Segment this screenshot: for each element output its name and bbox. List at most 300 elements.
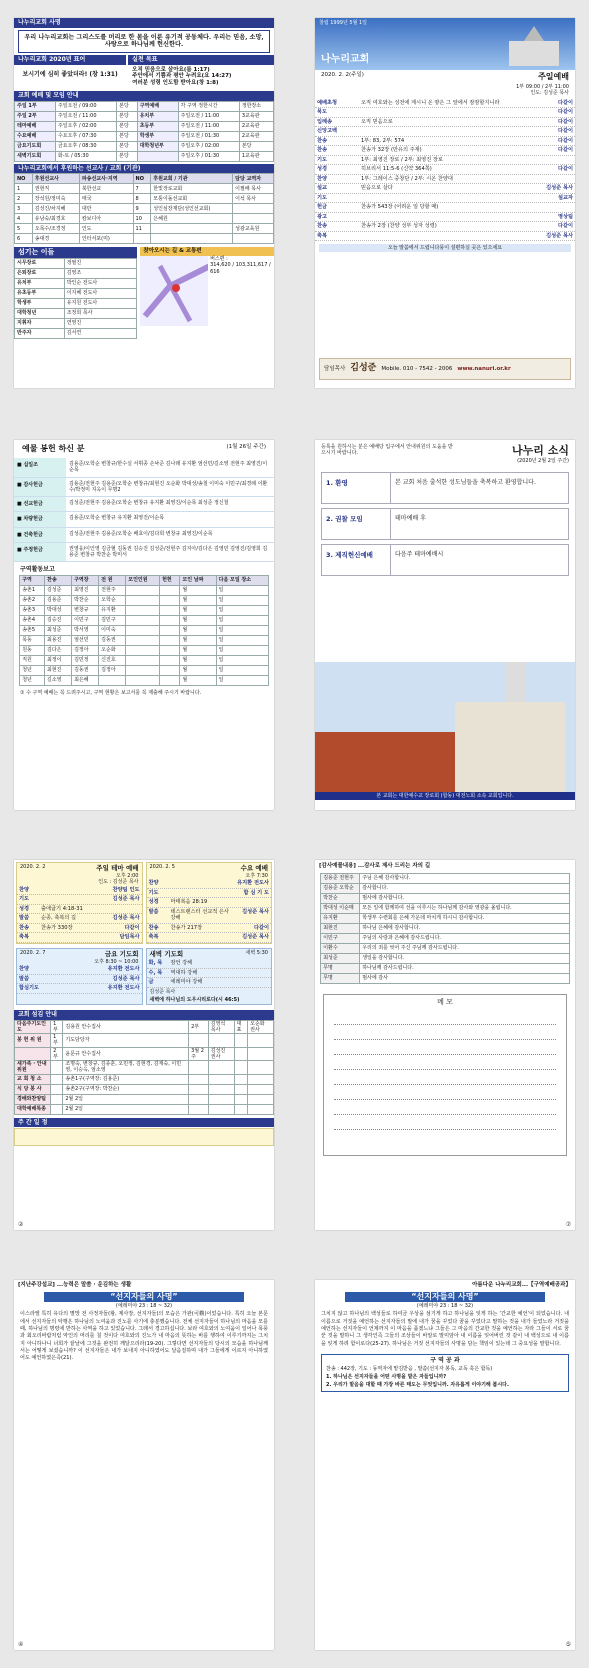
service-cell <box>171 934 234 941</box>
header-date: 창립 1999년 5월 1일 <box>319 20 368 26</box>
map-block <box>137 247 274 339</box>
cell-row-cell: 엄선민 <box>72 635 99 645</box>
order-item <box>315 137 575 147</box>
serve-row-cell: 기도담당자 <box>63 1034 189 1048</box>
order-content: 찬송가 543장 (어려운 일 당할 때) <box>361 204 439 210</box>
order-label: 기도 <box>317 194 328 201</box>
order-content: 찬송가 2장 (찬양 성부 성자 성령) <box>361 223 437 229</box>
sermon-title: “선지자들의 사명” <box>44 1292 244 1302</box>
service-cell <box>233 899 269 906</box>
cover-header <box>315 18 575 70</box>
order-content: 1부: 그레이스 중창단 / 2부: 시온 찬양대 <box>361 175 453 182</box>
thanks-row-cell: 우리의 죄를 씻어 주신 주님께 감사드립니다. <box>360 943 570 953</box>
service-row <box>147 879 272 889</box>
service-row <box>17 933 142 943</box>
offering-type: ■ 차량헌금 <box>14 512 66 526</box>
service-cell <box>41 887 104 894</box>
cell-row-cell: 송촌2 <box>20 595 45 605</box>
cell-row-cell <box>126 615 160 625</box>
worship-row-cell: 본당 <box>117 111 138 121</box>
news-item <box>321 472 569 504</box>
service-cell: 김성준 목사 <box>112 975 140 982</box>
service-cell <box>41 934 104 941</box>
sermon-header: [지난주강설교] ...능력은 말씀 · 운김하는 생활 <box>18 1282 132 1288</box>
serve-row-cell <box>189 1061 209 1075</box>
serve-row-cell <box>234 1061 248 1075</box>
support-row <box>15 204 274 214</box>
order-label: 축복 <box>317 232 328 239</box>
serve-row <box>15 1074 274 1084</box>
news-body: 다음주 테마예배시 <box>390 545 568 575</box>
cell-row-cell: 일 <box>216 615 268 625</box>
support-row-cell: 김성진/차지혜 <box>32 204 79 214</box>
cell-row-cell: 일 <box>216 665 268 675</box>
order-content <box>361 195 537 202</box>
weekly-schedule-box <box>14 1128 274 1146</box>
cell-row-cell: 최용진 <box>44 635 71 645</box>
practice-item: 오직 믿음으로 살아요(롬 1:17) <box>132 66 210 73</box>
order-leader: 다같이 <box>557 166 573 172</box>
cell-row-cell: 송촌1 <box>20 585 45 595</box>
practice-item: 주안에서 기쁨과 평안 누려요(요 14:27) <box>132 73 232 80</box>
serve-row-cell <box>234 1104 248 1114</box>
staff-row-cell: 대학청년 <box>15 308 65 318</box>
memo-title: 메 모 <box>437 997 453 1006</box>
cell-row-cell: 김동권 <box>72 665 99 675</box>
sunday-time: 오후 2:00 <box>116 873 139 880</box>
worship-row <box>15 121 274 131</box>
order-content: 믿음으로 살다 <box>361 185 393 191</box>
serve-row-cell <box>15 1047 51 1061</box>
support-table <box>14 173 274 244</box>
service-cell: 합심기도 <box>19 985 40 992</box>
serve-row-cell: 경배와찬양팀 <box>15 1094 51 1104</box>
cell-row-cell <box>160 655 180 665</box>
offering-donors: 김용준/전현주 김용준/오학순 변창규/최현진 오순화 박대성/송철 이미숙 이민구/최경례 이환수/박정미 지옥이 무명2 <box>69 480 268 493</box>
staff-row-cell: 반주자 <box>15 328 65 338</box>
staff-row <box>15 328 137 338</box>
thanks-row <box>321 893 570 903</box>
serve-row-cell: 송촌2구(구역장: 박찬순) <box>63 1084 189 1094</box>
serve-row-cell: 김성진 권사 <box>208 1047 234 1061</box>
service-row <box>147 889 272 899</box>
serve-row <box>15 1084 274 1094</box>
column-header: 헌헌 <box>160 575 180 585</box>
support-row <box>15 214 274 224</box>
worship-row-cell: 주일오후 / 02:00 <box>55 121 116 131</box>
bulletin-page-8: 아름다운 나누리교회...【구역예배공과】 “선지자들의 사명” (예레미야 23 : 18 ~ 32) 그치지 않고 하나님의 백성들로 하여금 우상을 섬기게 하고 하나님을 잊게 하는 ‘간교한 예언’이 되었습니다. 내 이름으로 거짓을 예언하는 선지자들의 말에 내가 꿈을 꾸었다 꿈을 꾸었다고 말하는 것을 내가 들었노라 거짓을 예언하는 선지자들이 언제까지 이 마음을 품겠느냐 그들은 그 마음의 간교한 것을 예언하는 자라 그들이 서로 꿈 꾼 것을 말하니 그 생각인즉 그들의 조상들이 바알로 말미암아 내 이름을 잊어버린 것 같이 내 백성으로 내 이름을 잊게 하려 함이로다(25-27). 하나님은 거짓 선지자들의 사명을 담는 책임이 있는데 그 중요성을 말합니다. 구 역 공 과 찬송 : 442장, 기도 : 동역자에 맡김받음 , 말씀(선지자 봉독, 교독 혹은 합독) 1. 하나님은 선지자들을 어떤 사명을 맡은 자들입니까? 2. 우리가 맡음을 대할 때 가장 바른 태도는 무엇입니까. 자유롭게 이야기해 봅시다. ⑤ <box>315 1280 575 1650</box>
service-date: 2020. 2. 2(주일) <box>321 72 364 78</box>
serve-row-cell <box>189 1104 209 1114</box>
support-title: 나누리교회에서 후원하는 선교사 / 교회 (기관) <box>14 164 274 174</box>
cell-row-cell: 김성준 <box>44 585 71 595</box>
weekly-schedule-title: 주 간 일 정 <box>14 1118 274 1128</box>
service-cell: 잠언 강해 <box>170 960 193 966</box>
order-content <box>361 214 537 221</box>
worship-row-cell: 구역예배 <box>137 101 178 111</box>
offering-type: ■ 감사헌금 <box>14 478 66 497</box>
order-content <box>361 128 537 135</box>
serve-row-cell <box>208 1074 234 1084</box>
offering-donors: 김용준/오학순 변창규/한수실 서휘종 손낙준 김나래 유지환 엄선민/길소영 전현주 최영진/이순목 <box>69 461 268 474</box>
worship-row <box>15 141 274 151</box>
cell-row-cell: 일 <box>216 675 268 685</box>
worship-row-cell: 주일오전 / 11:00 <box>178 111 239 121</box>
cell-row-cell: 길소영 <box>44 675 71 685</box>
news-item <box>321 508 569 540</box>
service-cell: 축복 <box>148 934 159 941</box>
service-cell <box>41 985 104 992</box>
dawn-leader: 김성준 목사 <box>149 988 176 995</box>
cell-footnote: ① 수 구역 예배는 꼭 드려주시고, 구역 현황은 보고서를 꼭 제출해 주시기 바랍니다. <box>20 689 202 696</box>
serve-row-cell <box>208 1084 234 1094</box>
news-title: 나누리 소식 <box>512 444 569 457</box>
worship-title: 교회 예배 및 모임 안내 <box>14 91 274 101</box>
thanks-row-cell: 김용준 전현주 <box>321 873 360 883</box>
cell-row-cell: 목동 <box>20 635 45 645</box>
serve-row <box>15 1047 274 1061</box>
cell-row-cell: 김승진 <box>44 615 71 625</box>
worship-row-cell: 주일오전 / 11:00 <box>178 121 239 131</box>
service-row <box>147 969 272 979</box>
support-row-cell: 장석원/정미숙 <box>32 194 79 204</box>
cell-row-cell: 김정아 <box>99 665 126 675</box>
order-item <box>315 127 575 137</box>
bus-label: 버스편 : <box>210 256 228 262</box>
staff-title: 섬기는 이들 <box>14 247 137 258</box>
service-row <box>17 984 142 994</box>
staff-row-cell: 정필진 <box>64 258 137 268</box>
support-row-cell <box>133 234 151 244</box>
order-item <box>315 184 575 194</box>
order-leader: 김성준 목사 <box>546 185 573 191</box>
sermon-body: 이스라엘 특히 유다의 멸망 전 사정자들(왕, 제사장, 선지자들)의 모습은 가관(可觀)이었습니다. 특히 오늘 본문에서 선지자들의 악행은 하나님의 노여움과 진노를 사기에 충분했습니다. 전체 선지자들이 하나님의 마음을 모를 때, 하나님의 명령에 반하는 사역을 하고 있었습니다. 그래서 경고하십니다. 보라 여호와의 노여움이 일어나 폭풍과 회오리바람처럼 악인의 머리를 칠 것이다 여호와의 진노가 내 마음의 뜻하는 바를 행하여 이루기까지는 그치지 아니하나니 너희가 끝날에 그것을 완전히 깨달으리라(19-20). 그렇다면 선지자들의 당시의 모습을 하나님께서는 어떻게 보셨습니까? 이 선지자들은 내가 보내지 아니하였어도 달음질하며 내가 그들에게 이르지 아니하였어도 예언하였은즉(21). <box>20 1311 268 1362</box>
thanks-row-cell: 학생부 수련회를 은혜 가운데 마치게 하시니 감사합니다. <box>360 913 570 923</box>
cell-row-cell: 최현진 <box>44 665 71 675</box>
cell-row-cell: 오순화 <box>99 645 126 655</box>
staff-row <box>15 278 137 288</box>
service-cell: 담임목사 <box>119 934 140 941</box>
serve-row-cell <box>189 1084 209 1094</box>
cell-row-cell: 김민정 <box>72 655 99 665</box>
service-cell: 출애굽기 4:18-31 <box>41 905 83 912</box>
lesson-info: 찬송 : 442장, 기도 : 동역자에 맡김받음 , 말씀(선지자 봉독, 교독 혹은 합독) <box>326 1365 493 1372</box>
service-preacher: 인도: 김성준 목사 <box>530 90 569 97</box>
support-row-cell: 북한선교 <box>79 184 133 194</box>
cell-row-cell: 유지환 <box>99 605 126 615</box>
order-item <box>315 175 575 185</box>
cell-row-cell: 김민구 <box>99 615 126 625</box>
serve-row-cell: 2부 <box>189 1020 209 1034</box>
cell-row-cell <box>160 625 180 635</box>
news-body: 테마예배 후 <box>390 509 568 539</box>
order-item <box>315 118 575 128</box>
serve-row <box>15 1020 274 1034</box>
cell-row-cell: 이민구 <box>72 615 99 625</box>
staff-row <box>15 318 137 328</box>
thanks-row-cell: 김용준 오학순 <box>321 883 360 893</box>
staff-row-cell: 이지혜 전도사 <box>64 288 137 298</box>
cell-row-cell: 박대성 <box>44 605 71 615</box>
serve-row-cell: 봉 헌 위 원 <box>15 1034 51 1048</box>
order-content: 1부: 최영진 장로 / 2부: 최영진 장로 <box>361 156 443 163</box>
bulletin-page-4 <box>315 440 575 810</box>
serve-row-cell <box>189 1034 209 1048</box>
serve-row-cell: 조명숙, 변창규, 김종훈, 오민정, 김현경, 김재숙, 이민영, 이승옥, 엄소영 <box>63 1061 189 1075</box>
cell-row-cell <box>160 665 180 675</box>
worship-row-cell: 초등부 <box>137 121 178 131</box>
cell-row-cell: 월 <box>180 655 216 665</box>
serve-row-cell <box>248 1034 274 1048</box>
support-row-cell <box>233 234 274 244</box>
cell-row-cell: 월 <box>180 595 216 605</box>
service-cell: 성경 <box>148 899 159 906</box>
service-cell: 유지환 전도사 <box>107 985 140 992</box>
support-row <box>15 194 274 204</box>
offering-type: ■ 선교헌금 <box>14 497 66 511</box>
worship-row-cell: 주일 1부 <box>15 101 56 111</box>
motto-text: 보시기에 심히 좋았더라! (창 1:31) <box>22 70 118 78</box>
cell-row-cell <box>160 615 180 625</box>
thanks-row-cell: 최현진 <box>321 923 360 933</box>
cell-row-cell <box>126 605 160 615</box>
cell-row-cell <box>99 675 126 685</box>
support-row-cell: 이필배 목사 <box>233 184 274 194</box>
support-row-cell: 오목수/조경정 <box>32 224 79 234</box>
support-row-cell: 은혜원 <box>151 214 233 224</box>
bulletin-page-6: [감사예물내용] ...감사로 제사 드리는 자의 길 김용준 전현주 주님 은혜 감사합니다. 김용준 오학순 감사합니다. 박찬순 범사에 감사합니다. 박대성 이순매 모든 일에 함께하여 선을 이루시는 하나님께 감사와 영광을 올립니다. 유지환 학생부 수련회를 은혜 가운데 마치게 하시니 감사합니다. 최현진 하나님 은혜에 감사합니다. 이민구 주님의 사랑과 은혜에 감사드립니다. 이환수 우리의 죄를 씻어 주신 주님께 감사드립니다. 최성준 생일을 감사합니다. 무명 하나님께 감사드립니다. 무명 범사에 감사 메 모 ⑦ <box>315 860 575 1230</box>
cell-row-cell: 월 <box>180 625 216 635</box>
service-cell: 김성준 목사 <box>112 915 140 922</box>
service-cell: 합 심 기 도 <box>243 889 269 896</box>
order-label: 찬송 <box>317 147 328 153</box>
thanks-row <box>321 923 570 933</box>
service-row <box>17 975 142 985</box>
news-heading: 2. 권찰 모임 <box>326 515 363 523</box>
motto-title: 나누리교회 2020년 표어 <box>14 55 126 65</box>
service-cell: 김성준 목사 <box>242 934 269 941</box>
news-heading: 3. 제직헌신예배 <box>326 551 373 559</box>
thanks-row-cell: 무명 <box>321 963 360 973</box>
worship-row-cell: 유치부 <box>137 111 178 121</box>
offering-title: 예물 봉헌 하신 분 <box>22 444 85 453</box>
staff-row-cell: 유지원 전도사 <box>64 298 137 308</box>
cell-row-cell: 일 <box>216 585 268 595</box>
dawn-title: 새벽 기도회 <box>149 949 184 958</box>
lesson-question: 2. 우리가 맡음을 대할 때 가장 바른 태도는 무엇입니까. 자유롭게 이야기해 봅시다. <box>326 1382 509 1388</box>
worship-row-cell: 금요기도회 <box>15 141 56 151</box>
staff-row-cell: 유초등부 <box>15 288 65 298</box>
order-content: 오직 믿음으로 <box>361 118 393 125</box>
order-leader: 다같이 <box>557 223 573 229</box>
support-row-cell: 인도 <box>79 224 133 234</box>
thanks-row-cell: 하나님께 감사드립니다. <box>360 963 570 973</box>
offering-row <box>14 543 274 563</box>
order-label: 찬송 <box>317 223 328 229</box>
cell-row-cell <box>160 605 180 615</box>
cell-row-cell: 일 <box>216 605 268 615</box>
cell-row-cell: 최은혜 <box>72 675 99 685</box>
pastor-mobile: Mobile. 010 - 7542 - 2006 <box>381 365 453 372</box>
order-leader: 다같이 <box>557 128 573 134</box>
staff-row <box>15 268 137 278</box>
worship-row-cell: 주일오전 / 09:00 <box>55 101 116 111</box>
worship-row-cell: 화-토 / 05:30 <box>55 151 116 161</box>
cell-row <box>20 655 269 665</box>
thanks-row-cell: 최성준 <box>321 953 360 963</box>
service-cell: 말씀 <box>148 908 159 915</box>
order-item <box>315 165 575 175</box>
worship-row-cell: 수요예배 <box>15 131 56 141</box>
thanks-row-cell: 감사합니다. <box>360 883 570 893</box>
cell-row-cell: 송촌5 <box>20 625 45 635</box>
offering-row <box>14 458 274 478</box>
wed-time: 오후 7:30 <box>245 873 268 880</box>
order-content: 히브리서 11:5-6 (신약 364쪽) <box>361 166 432 172</box>
mission-title: 나누리교회 사명 <box>14 18 274 28</box>
serve-row-cell <box>51 1074 63 1084</box>
church-url[interactable]: www.nanuri.or.kr <box>457 365 511 372</box>
fri-date: 2020. 2. 7 <box>20 949 46 956</box>
service-cell: 말씀 <box>19 975 30 982</box>
thanks-row <box>321 943 570 953</box>
serve-row-cell: 식 당 봉 사 <box>15 1084 51 1094</box>
cell-row-cell: 오학순 <box>99 595 126 605</box>
thanks-row <box>321 963 570 973</box>
worship-row-cell: 주일오전 / 01:30 <box>178 131 239 141</box>
order-item <box>315 156 575 166</box>
worship-row-cell: 2교육관 <box>239 121 273 131</box>
service-cell: 마태복음 28:19 <box>170 899 208 906</box>
offering-donors: 권영웅/이인영 김금혈 김동권 김승진 김성준/전현주 김지아/김다은 김영민 김영진/김영희 김용준 변창규 박찬순 박미서 <box>69 545 268 558</box>
thanks-title: [감사예물내용] ...감사로 제사 드리는 자의 길 <box>319 863 431 869</box>
thanks-row-cell: 박찬순 <box>321 893 360 903</box>
staff-row <box>15 298 137 308</box>
cell-row-cell: 청년 <box>20 675 45 685</box>
cell-row-cell <box>126 675 160 685</box>
cell-row-cell <box>126 585 160 595</box>
service-cell: 찬송가 217장 <box>170 924 203 931</box>
service-cell: 말씀 <box>19 915 30 922</box>
bulletin-page-2 <box>315 18 575 388</box>
wednesday-service <box>146 862 273 944</box>
serve-row-cell: 오순화 권사 <box>248 1020 274 1034</box>
support-row-cell: 태국 <box>79 194 133 204</box>
support-row-cell: 유남숙/최경호 <box>32 214 79 224</box>
staff-row-cell: 조정희 목사 <box>64 308 137 318</box>
worship-row-cell: 각 구역 정한시간 <box>178 101 239 111</box>
service-row <box>17 924 142 934</box>
serve-row-cell: 교 회 청 소 <box>15 1074 51 1084</box>
cell-row-cell: 김다은 <box>44 645 71 655</box>
worship-row-cell: 정한장소 <box>239 101 273 111</box>
order-item <box>315 203 575 213</box>
service-row <box>17 905 142 915</box>
dawn-note: 새벽에 하나님의 도우시리로다(시 46:5) <box>149 996 240 1003</box>
motto-block <box>14 55 126 89</box>
order-leader: 설교자 <box>557 194 573 201</box>
worship-row <box>15 131 274 141</box>
news-item <box>321 544 569 576</box>
serve-row <box>15 1034 274 1048</box>
support-row-cell: 7 <box>133 184 151 194</box>
cell-row-cell: 송촌3 <box>20 605 45 615</box>
cell-row <box>20 605 269 615</box>
sunday-date: 2020. 2. 2 <box>20 864 46 870</box>
column-header: 파송선교사·지역 <box>79 174 133 184</box>
offering-donors: 김성준/전현주 김용준/오학순 변창규 유지환 최영진/이순목 최성준 정신철 <box>69 500 229 506</box>
worship-row-cell: 주일오후 / 01:30 <box>178 151 239 161</box>
staff-row-cell: 유치부 <box>15 278 65 288</box>
cell-row-cell <box>160 595 180 605</box>
service-row <box>147 933 272 943</box>
worship-row-cell: 주일오전 / 11:00 <box>55 111 116 121</box>
cell-title: 구역활동보고 <box>20 566 55 574</box>
staff-row-cell: 김영조 <box>64 268 137 278</box>
cell-row <box>20 585 269 595</box>
worship-order <box>315 99 575 242</box>
church-photo <box>315 662 575 792</box>
cell-row-cell: 박서영 <box>72 625 99 635</box>
order-content: 오직 여호와는 성전에 계시니 온 땅은 그 앞에서 잠잠할지니라 <box>361 99 500 106</box>
offering-type: ■ 건축헌금 <box>14 528 66 542</box>
support-row-cell: 9 <box>133 204 151 214</box>
service-row <box>17 895 142 905</box>
bus-info: 314,620 / 103,311,617 / 616 <box>210 262 271 275</box>
serve-row-cell <box>189 1074 209 1084</box>
staff-row <box>15 308 137 318</box>
worship-table <box>14 101 274 162</box>
cell-row-cell: 일 <box>216 655 268 665</box>
cell-row-cell <box>126 665 160 675</box>
service-cell: 찬양 <box>19 886 30 893</box>
cell-row-cell: 월 <box>180 675 216 685</box>
news-week: (2020년 2월 2일 주간) <box>517 457 569 464</box>
thanks-row <box>321 913 570 923</box>
service-cell: 김성준 목사 <box>112 896 140 903</box>
service-cell <box>171 880 234 887</box>
cell-row-cell: 월 <box>180 665 216 675</box>
serve-row-cell <box>248 1104 274 1114</box>
support-row <box>15 224 274 234</box>
support-row-cell: 11 <box>133 224 151 234</box>
worship-row-cell: 본당 <box>239 141 273 151</box>
order-leader: 다같이 <box>557 99 573 106</box>
lesson-box <box>321 1354 569 1392</box>
cell-row-cell: 박찬순 <box>72 595 99 605</box>
service-name: 주일예배 <box>538 72 569 81</box>
service-cell: 기도 <box>19 896 30 903</box>
serve-row-cell: 대표 <box>234 1020 248 1034</box>
cell-row-cell <box>126 655 160 665</box>
staff-row-cell: 지휘자 <box>15 318 65 328</box>
column-header: 담당 교역자 <box>233 174 274 184</box>
map-title: 찾아오시는 길 & 교통편 <box>140 247 274 256</box>
service-cell <box>41 976 104 983</box>
order-leader: 다같이 <box>557 147 573 153</box>
cell-row-cell: 일 <box>216 635 268 645</box>
memo-box <box>323 994 567 1156</box>
support-row-cell <box>233 214 274 224</box>
staff-row-cell: 은퇴장로 <box>15 268 65 278</box>
worship-row-cell: 학생부 <box>137 131 178 141</box>
serve-row <box>15 1104 274 1114</box>
cell-row-cell: 월 <box>180 615 216 625</box>
order-leader: 김성준 목사 <box>546 232 573 239</box>
bulletin-note: 오늘 말씀에서 드립니다뭉이 설편하실 곳은 있으세요 <box>319 244 571 252</box>
cell-table <box>19 575 269 686</box>
lesson-header: 아름다운 나누리교회...【구역예배공과】 <box>472 1282 571 1288</box>
